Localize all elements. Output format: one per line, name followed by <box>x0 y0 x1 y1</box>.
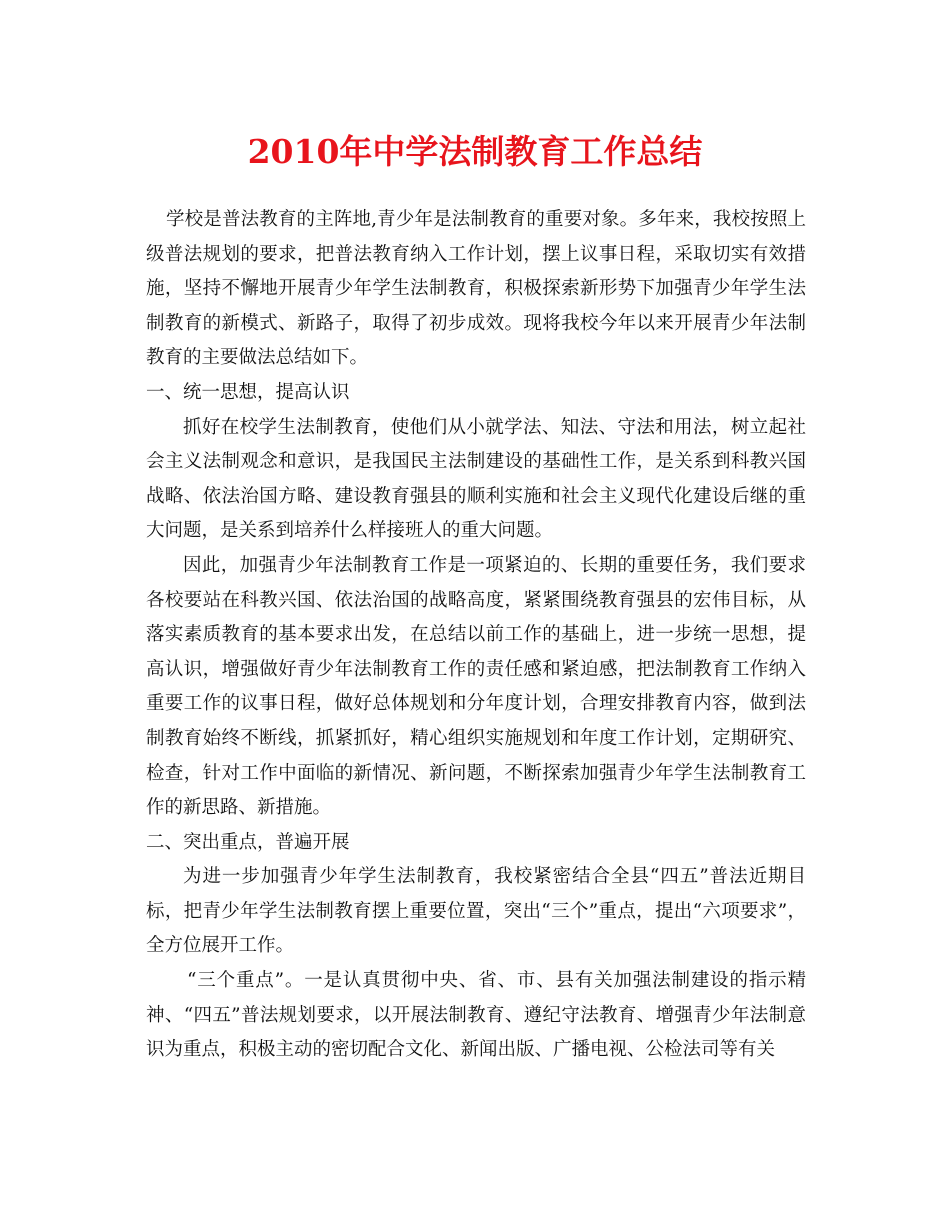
paragraph-section1-a: 抓好在校学生法制教育，使他们从小就学法、知法、守法和用法，树立起社会主义法制观念和意识，是我国民主法制建设的基础性工作，是关系到科教兴国战略、依法治国方略、建设教育强县的顺利实施和社会主义现代化建设后继的重大问题，是关系到培养什么样接班人的重大问题。 <box>146 416 806 542</box>
paragraph-intro: 学校是普法教育的主阵地,青少年是法制教育的重要对象。多年来，我校按照上级普法规划的要求，把普法教育纳入工作计划，摆上议事日程，采取切实有效措施，坚持不懈地开展青少年学生法制教育，积极探索新形势下加强青少年学生法制教育的新模式、新路子，取得了初步成效。现将我校今年以来开展青少年法制教育的主要做法总结如下。 <box>146 209 806 369</box>
document-title: 2010年中学法制教育工作总结 <box>247 132 703 171</box>
section-heading-1: 一、统一思想，提高认识 <box>146 381 350 403</box>
paragraph-section1-b: 因此，加强青少年法制教育工作是一项紧迫的、长期的重要任务，我们要求各校要站在科教兴国、依法治国的战略高度，紧紧围绕教育强县的宏伟目标，从落实素质教育的基本要求出发，在总结以前工作的基础上，进一步统一思想，提高认识，增强做好青少年法制教育工作的责任感和紧迫感，把法制教育工作纳入重要工作的议事日程，做好总体规划和分年度计划，合理安排教育内容，做到法制教育始终不断线，抓紧抓好，精心组织实施规划和年度工作计划，定期研究、检查，针对工作中面临的新情况、新问题，不断探索加强青少年学生法制教育工作的新思路、新措施。 <box>146 554 806 819</box>
paragraph-section2-a: 为进一步加强青少年学生法制教育，我校紧密结合全县“四五”普法近期目标，把青少年学生法制教育摆上重要位置，突出“三个”重点，提出“六项要求”，全方位展开工作。 <box>146 866 806 957</box>
paragraph-section2-b: “三个重点”。一是认真贯彻中央、省、市、县有关加强法制建设的指示精神、“四五”普法规划要求，以开展法制教育、遵纪守法教育、增强青少年法制意识为重点，积极主动的密切配合文化、新闻出版、广播电视、公检法司等有关 <box>146 970 806 1061</box>
section-heading-2: 二、突出重点，普遍开展 <box>146 831 350 853</box>
document-body <box>146 203 806 1068</box>
